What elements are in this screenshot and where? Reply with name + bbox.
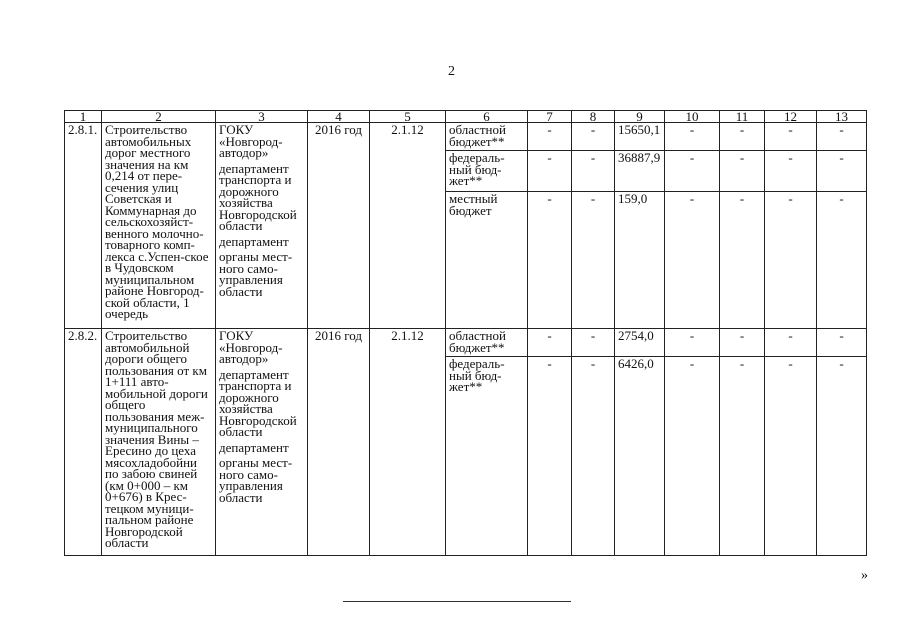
funding-source: областной бюджет** (446, 329, 528, 357)
deadline: 2016 год (308, 329, 370, 556)
executor: департамент транспорта и дорожного хозяйства Новгородской области (219, 160, 297, 233)
value-cell: 6426,0 (615, 357, 665, 556)
value-cell: - (528, 357, 572, 556)
value-cell: - (720, 123, 765, 151)
executor: департамент транспорта и дорожного хозяйства Новгородской области (219, 366, 297, 439)
value-cell: - (817, 151, 867, 192)
table-row (65, 329, 867, 357)
value-cell: - (765, 357, 817, 556)
header-cell: 7 (528, 111, 572, 123)
value-cell: - (720, 192, 765, 329)
value-cell: 36887,9 (615, 151, 665, 192)
closing-quote: » (861, 568, 868, 583)
executor: департамент (219, 233, 289, 249)
header-cell: 4 (308, 111, 370, 123)
value-cell: - (765, 192, 817, 329)
value-cell: - (572, 151, 615, 192)
header-cell: 3 (216, 111, 308, 123)
page-number: 2 (448, 64, 455, 79)
executor: ГОКУ «Новгород-автодор» (219, 122, 283, 160)
value-cell: - (817, 357, 867, 556)
target-indicator: 2.1.12 (370, 329, 446, 556)
value-cell: - (817, 123, 867, 151)
executor: ГОКУ «Новгород-автодор» (219, 328, 283, 366)
value-cell: - (528, 329, 572, 357)
header-cell: 8 (572, 111, 615, 123)
value-cell: - (572, 357, 615, 556)
value-cell: 159,0 (615, 192, 665, 329)
header-cell: 5 (370, 111, 446, 123)
header-cell: 11 (720, 111, 765, 123)
header-cell: 9 (615, 111, 665, 123)
footer-rule (343, 601, 571, 602)
item-number: 2.8.2. (65, 329, 102, 556)
table-row (65, 123, 867, 151)
activity-name: Строительство автомобильной дороги общего пользования от км 1+111 авто-мобильной дороги общего пользования меж-муниципального значения Вины – Ересино до цеха мясохладобойни по забою свиней (км 0+000 – км 0+676) в Крес-тецком муници-пальном районе Новгородской области (102, 329, 216, 556)
value-cell: 2754,0 (615, 329, 665, 357)
executors-cell (216, 329, 308, 556)
funding-source: федераль-ный бюд-жет** (446, 357, 528, 556)
value-cell: - (572, 329, 615, 357)
executor: департамент (219, 439, 289, 455)
value-cell: - (765, 151, 817, 192)
value-cell: - (665, 357, 720, 556)
funding-source: федераль-ный бюд-жет** (446, 151, 528, 192)
funding-source: местный бюджет (446, 192, 528, 329)
value-cell: - (720, 151, 765, 192)
value-cell: 15650,1 (615, 123, 665, 151)
item-number: 2.8.1. (65, 123, 102, 329)
value-cell: - (665, 329, 720, 357)
value-cell: - (765, 329, 817, 357)
value-cell: - (528, 123, 572, 151)
header-row (65, 111, 867, 123)
header-cell: 12 (765, 111, 817, 123)
executors-cell (216, 123, 308, 329)
header-cell: 1 (65, 111, 102, 123)
value-cell: - (720, 329, 765, 357)
value-cell: - (528, 192, 572, 329)
executor: органы мест-ного само-управления области (219, 455, 293, 505)
header-cell: 10 (665, 111, 720, 123)
deadline: 2016 год (308, 123, 370, 329)
value-cell: - (817, 192, 867, 329)
target-indicator: 2.1.12 (370, 123, 446, 329)
value-cell: - (765, 123, 817, 151)
value-cell: - (572, 123, 615, 151)
executor: органы мест-ного само-управления области (219, 249, 293, 299)
value-cell: - (817, 329, 867, 357)
header-cell: 13 (817, 111, 867, 123)
activity-name: Строительство автомобильных дорог местного значения на км 0,214 от пере-сечения улиц Советская и Коммунарная до сельскохозяйст-венного молочно-товарного комп-лекса с.Успен-ское в Чудовском муниципальном районе Новгород-ской области, 1 очередь (102, 123, 216, 329)
funding-source: областной бюджет** (446, 123, 528, 151)
value-cell: - (528, 151, 572, 192)
value-cell: - (665, 192, 720, 329)
value-cell: - (665, 151, 720, 192)
header-cell: 6 (446, 111, 528, 123)
value-cell: - (572, 192, 615, 329)
value-cell: - (665, 123, 720, 151)
program-table (64, 110, 867, 556)
header-cell: 2 (102, 111, 216, 123)
value-cell: - (720, 357, 765, 556)
